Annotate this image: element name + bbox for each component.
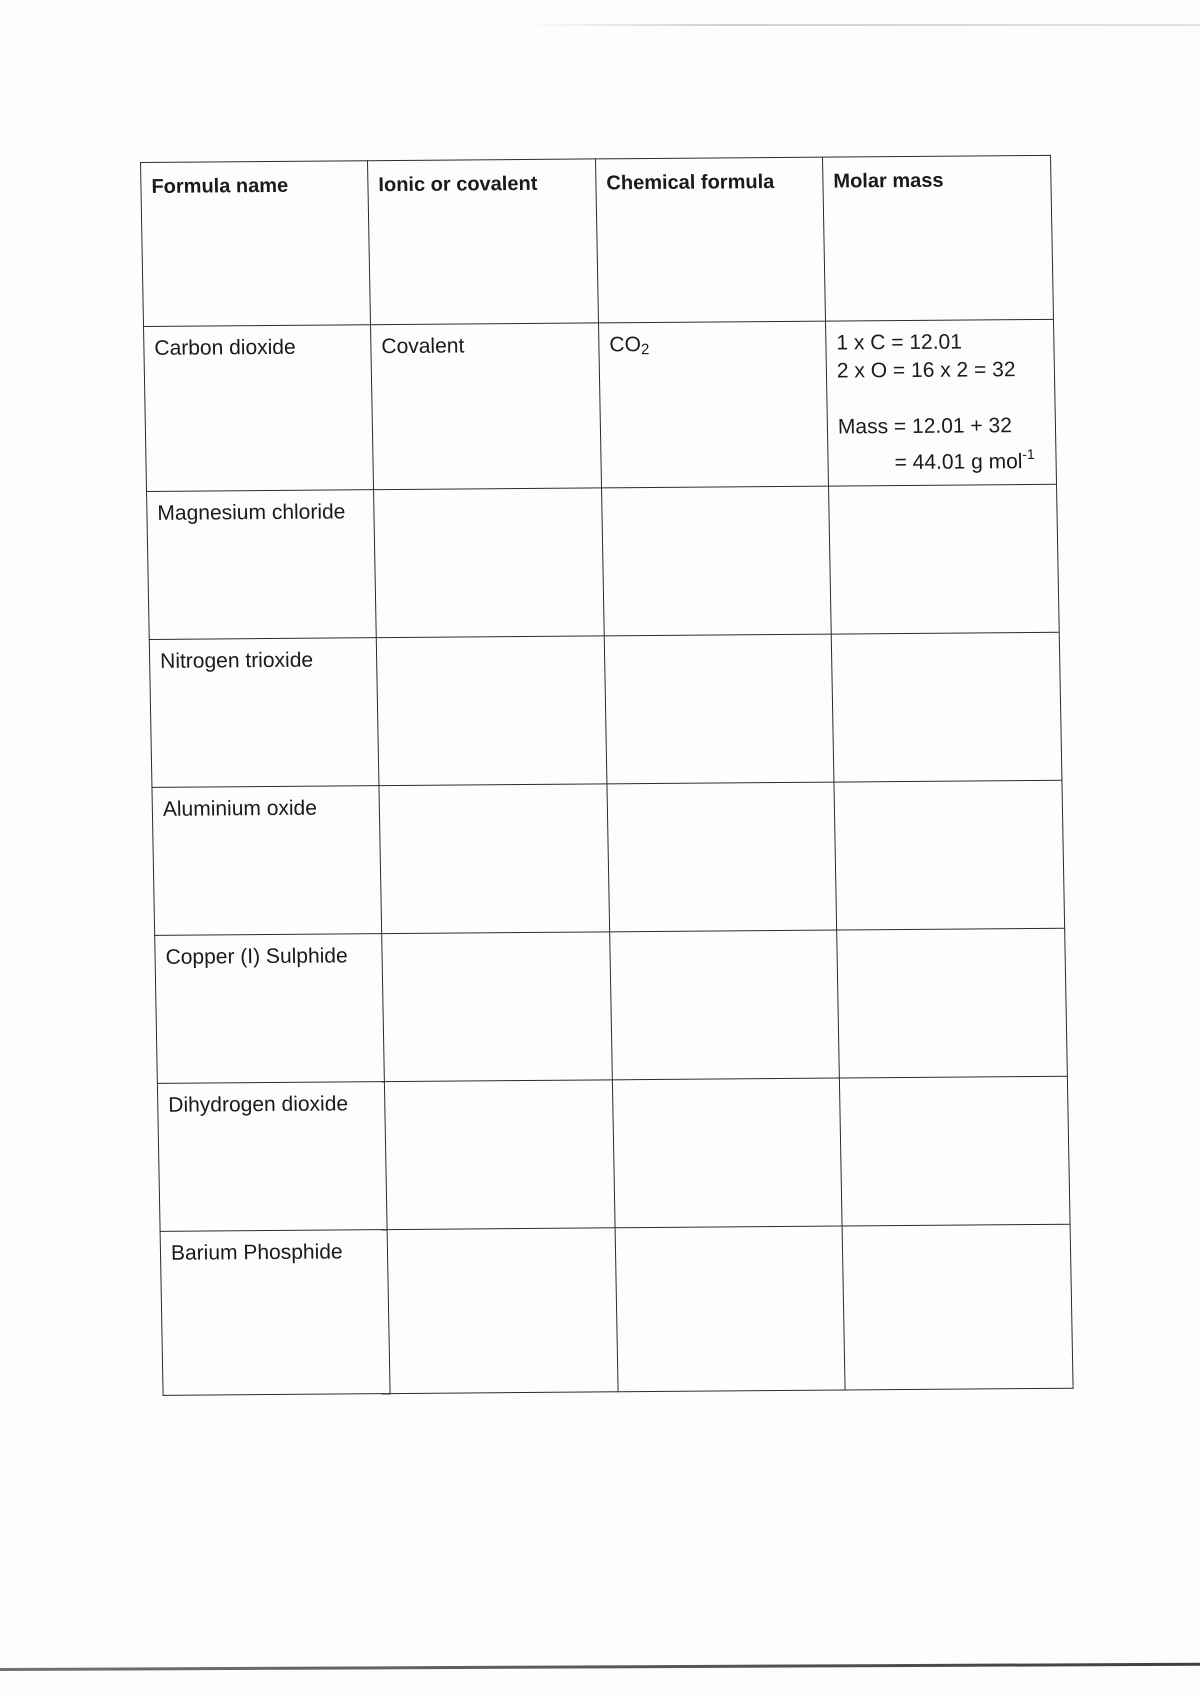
cell-ionic-or-covalent-blank — [384, 1080, 615, 1230]
cell-molar-mass-blank — [842, 1224, 1073, 1390]
header-molar-mass: Molar mass — [822, 155, 1053, 321]
cell-compound-name: Copper (I) Sulphide — [155, 934, 385, 1084]
header-formula-name: Formula name — [141, 161, 371, 327]
molar-mass-line-1: 1 x C = 12.01 — [836, 330, 963, 355]
cell-example-name: Carbon dioxide — [144, 325, 374, 492]
cell-chemical-formula-blank — [615, 1226, 845, 1392]
worksheet-table-container — [140, 155, 1073, 1396]
cell-ionic-or-covalent-blank — [382, 932, 613, 1082]
cell-ionic-or-covalent-blank — [379, 784, 610, 934]
formula-subscript: 2 — [640, 341, 650, 359]
scan-artifact-bottom — [0, 1663, 1200, 1671]
cell-example-formula — [599, 321, 829, 488]
compound-table — [140, 155, 1074, 1396]
table-row — [152, 780, 1065, 935]
cell-example-molar-mass — [825, 319, 1056, 486]
cell-compound-name: Nitrogen trioxide — [149, 638, 379, 788]
cell-molar-mass-blank — [839, 1076, 1070, 1226]
cell-molar-mass-blank — [837, 928, 1068, 1078]
molar-mass-line-3: Mass = 12.01 + 32 — [837, 414, 1013, 439]
cell-compound-name: Aluminium oxide — [152, 786, 382, 936]
cell-molar-mass-blank — [829, 484, 1060, 634]
cell-chemical-formula-blank — [604, 634, 834, 784]
table-row — [155, 928, 1068, 1083]
table-row — [149, 632, 1062, 787]
table-header-row — [141, 155, 1054, 326]
table-row — [160, 1224, 1073, 1395]
cell-compound-name: Magnesium chloride — [147, 490, 377, 640]
molar-mass-result: = 44.01 g mol — [894, 450, 1023, 475]
cell-chemical-formula-blank — [607, 782, 837, 932]
header-ionic-or-covalent: Ionic or covalent — [368, 159, 599, 325]
cell-example-type: Covalent — [371, 323, 602, 490]
molar-mass-line-4 — [838, 440, 1046, 478]
table-row — [157, 1076, 1070, 1231]
molar-mass-line-2: 2 x O = 16 x 2 = 32 — [836, 358, 1016, 383]
cell-compound-name: Dihydrogen dioxide — [157, 1082, 387, 1232]
cell-chemical-formula-blank — [602, 486, 832, 636]
cell-chemical-formula-blank — [612, 1078, 842, 1228]
cell-ionic-or-covalent-blank — [376, 636, 607, 786]
header-chemical-formula: Chemical formula — [595, 157, 825, 323]
cell-molar-mass-blank — [834, 780, 1065, 930]
cell-compound-name: Barium Phosphide — [160, 1230, 390, 1396]
cell-molar-mass-blank — [831, 632, 1062, 782]
molar-mass-unit-superscript: -1 — [1022, 445, 1035, 463]
cell-ionic-or-covalent-blank — [387, 1228, 618, 1394]
table-row-example — [144, 319, 1057, 491]
scan-artifact-top — [520, 24, 1200, 26]
molar-mass-gap — [837, 384, 1045, 414]
cell-ionic-or-covalent-blank — [374, 488, 605, 638]
table-row — [147, 484, 1060, 639]
formula-base: CO — [609, 333, 642, 357]
cell-chemical-formula-blank — [610, 930, 840, 1080]
